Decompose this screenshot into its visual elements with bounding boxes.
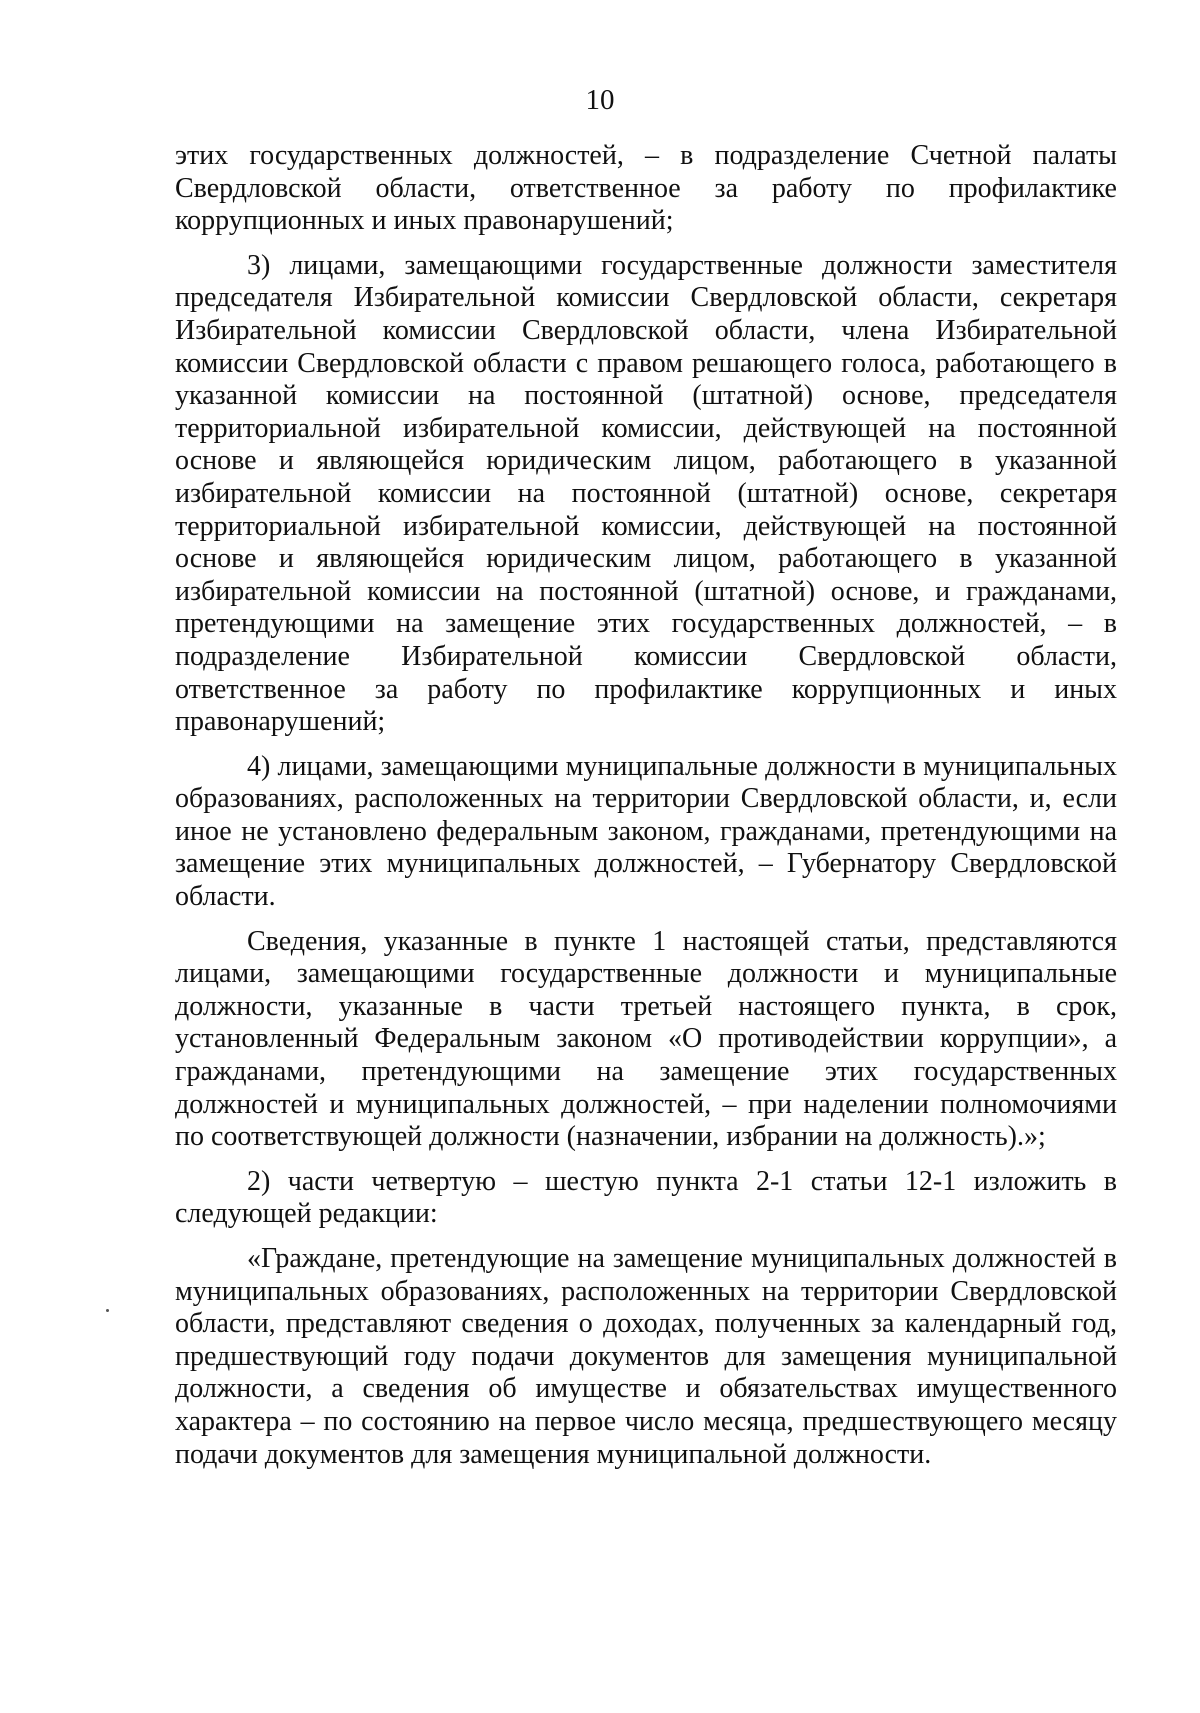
paragraph-amendment-2: 2) части четвертую – шестую пункта 2-1 статьи 12-1 изложить в следующей редакции:: [175, 1165, 1117, 1230]
page-number: 10: [585, 84, 615, 116]
document-body: [175, 140, 1117, 1471]
scan-speck: [106, 1309, 109, 1312]
paragraph-item-3: 3) лицами, замещающими государственные должности заместителя председателя Избирательной комиссии Свердловской области, секретаря Избирательной комиссии Свердловской области, члена Избирательной комиссии Свердловской области с правом решающего голоса, работающего в указанной комиссии на постоянной (штатной) основе, председателя территориальной избирательной комиссии, действующей на постоянной основе и являющейся юридическим лицом, работающего в указанной избирательной комиссии на постоянной (штатной) основе, секретаря территориальной избирательной комиссии, действующей на постоянной основе и являющейся юридическим лицом, работающего в указанной избирательной комиссии на постоянной (штатной) основе, и гражданами, претендующими на замещение этих государственных должностей, – в подразделение Избирательной комиссии Свердловской области, ответственное за работу по профилактике коррупционных и иных правонарушений;: [175, 249, 1117, 738]
paragraph-continuation: этих государственных должностей, – в подразделение Счетной палаты Свердловской области, ответственное за работу по профилактике коррупционных и иных правонарушений;: [175, 140, 1117, 237]
paragraph-information-deadline: Сведения, указанные в пункте 1 настоящей статьи, представляются лицами, замещающими государственные должности и муниципальные должности, указанные в части третьей настоящего пункта, в срок, установленный Федеральным законом «О противодействии коррупции», а гражданами, претендующими на замещение этих государственных должностей и муниципальных должностей, – при наделении полномочиями по соответствующей должности (назначении, избрании на должность).»;: [175, 925, 1117, 1153]
paragraph-item-4: 4) лицами, замещающими муниципальные должности в муниципальных образованиях, расположенных на территории Свердловской области, и, если иное не установлено федеральным законом, гражданами, претендующими на замещение этих муниципальных должностей, – Губернатору Свердловской области.: [175, 750, 1117, 913]
paragraph-quoted-text: «Граждане, претендующие на замещение муниципальных должностей в муниципальных образованиях, расположенных на территории Свердловской области, представляют сведения о доходах, полученных за календарный год, предшествующий году подачи документов для замещения муниципальной должности, а сведения об имуществе и обязательствах имущественного характера – по состоянию на первое число месяца, предшествующего месяцу подачи документов для замещения муниципальной должности.: [175, 1243, 1117, 1470]
